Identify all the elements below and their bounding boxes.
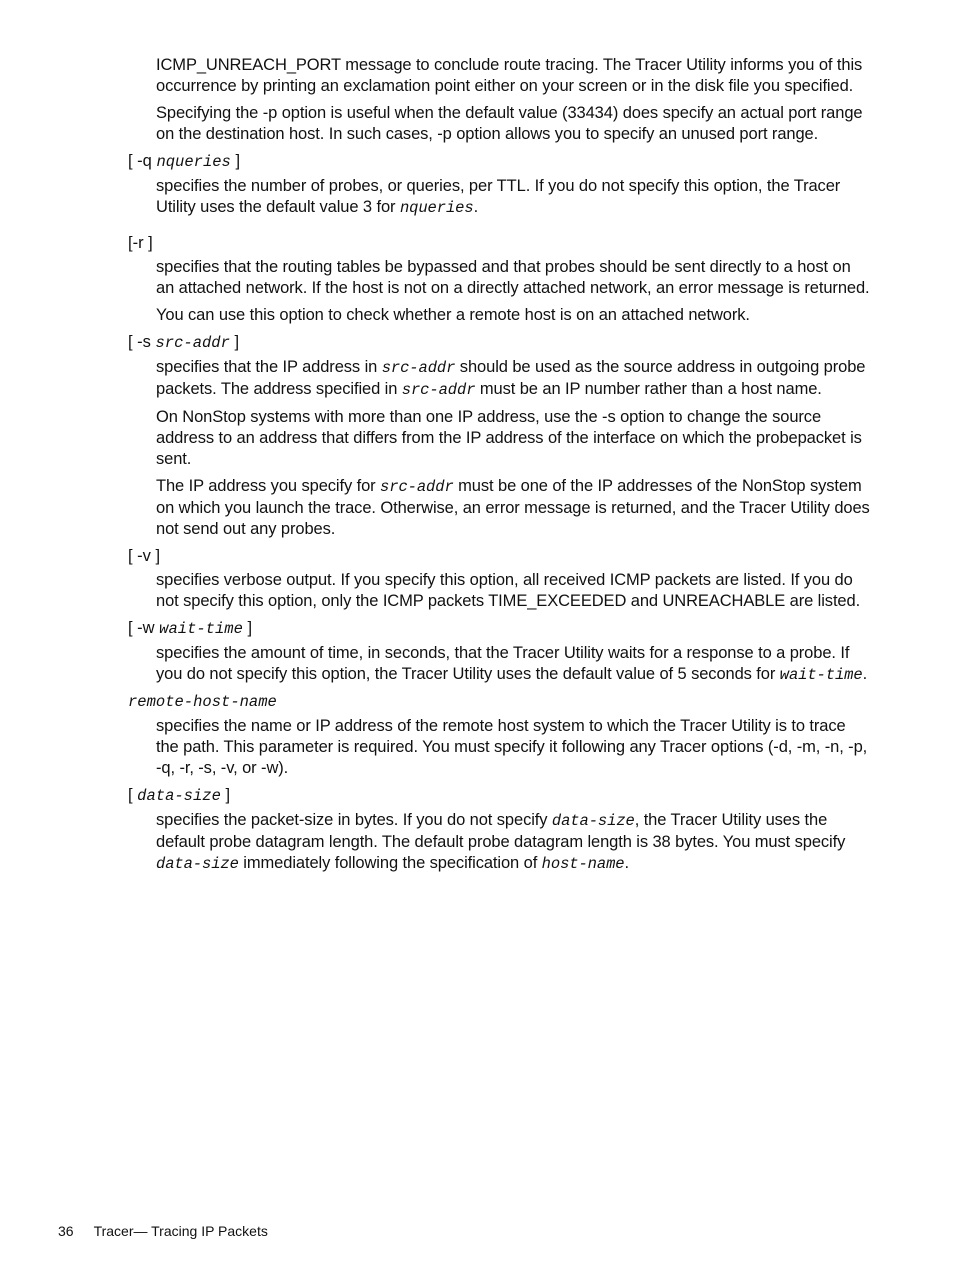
remote-host-description <box>156 716 870 779</box>
s-option-paragraph-2: On NonStop systems with more than one IP address, use the -s option to change the source address to an address that differs from the IP address of the interface on which the probepacket is sent. <box>156 408 862 468</box>
s-option-term <box>128 332 870 354</box>
q-option-arg: nqueries <box>156 153 231 171</box>
q-option-bracket: ] <box>230 152 241 170</box>
intro-description <box>156 55 870 145</box>
remote-host-paragraph: specifies the name or IP address of the remote host system to which the Tracer Utility is to trace the path. This parameter is required. You must specify it following any Tracer options (-d, -m, -n, -p, -q, -r, -s, -v, or -w). <box>156 717 868 777</box>
r-option-term: [-r ] <box>128 234 153 252</box>
page-footer <box>58 1222 268 1240</box>
w-option-bracket: ] <box>242 619 253 637</box>
w-option-term <box>128 618 870 640</box>
q-option-flag: [ -q <box>128 152 157 170</box>
s-option-flag: [ -s <box>128 333 156 351</box>
w-option-flag: [ -w <box>128 619 160 637</box>
q-option-paragraph: specifies the number of probes, or queries, per TTL. If you do not specify this option, the Tracer Utility uses the default value 3 for nqueries. <box>156 177 841 217</box>
page-content <box>128 55 870 881</box>
r-option-paragraph-1: specifies that the routing tables be bypassed and that probes should be sent directly to a host on an attached network. If the host is not on a directly attached network, an error message is returned. <box>156 258 870 297</box>
v-option-description <box>156 570 870 612</box>
v-option-term: [ -v ] <box>128 547 161 565</box>
s-option-arg: src-addr <box>155 334 230 352</box>
data-size-term <box>128 785 870 807</box>
r-option-description <box>156 257 870 326</box>
footer-title: Tracer— Tracing IP Packets <box>93 1223 268 1239</box>
page-number: 36 <box>58 1223 74 1239</box>
data-size-description <box>156 810 870 875</box>
r-option-paragraph-2: You can use this option to check whether a remote host is on an attached network. <box>156 306 750 324</box>
data-size-close-bracket: ] <box>220 786 231 804</box>
q-option-term <box>128 151 870 173</box>
w-option-arg: wait-time <box>159 620 243 638</box>
intro-paragraph-1: ICMP_UNREACH_PORT message to conclude route tracing. The Tracer Utility informs you of this occurrence by printing an exclamation point either on your screen or in the disk file you specified. <box>156 56 863 95</box>
intro-paragraph-2: Specifying the -p option is useful when the default value (33434) does specify an actual port range on the destination host. In such cases, -p option allows you to specify an unused port range. <box>156 104 863 143</box>
w-option-paragraph: specifies the amount of time, in seconds, that the Tracer Utility waits for a response to a probe. If you do not specify this option, the Tracer Utility uses the default value of 5 seconds for wait-time. <box>156 644 868 684</box>
remote-host-term: remote-host-name <box>128 693 277 711</box>
s-option-paragraph-3: The IP address you specify for src-addr must be one of the IP addresses of the NonStop system on which you launch the trace. Otherwise, an error message is returned, and the Tracer Utility does not send out any probes. <box>156 477 870 538</box>
v-option-paragraph: specifies verbose output. If you specify this option, all received ICMP packets are listed. If you do not specify this option, only the ICMP packets TIME_EXCEEDED and UNREACHABLE are listed. <box>156 571 861 610</box>
s-option-bracket: ] <box>229 333 240 351</box>
s-option-description <box>156 357 870 540</box>
q-option-description <box>156 176 870 219</box>
data-size-paragraph: specifies the packet-size in bytes. If you do not specify data-size, the Tracer Utility uses the default probe datagram length. The default probe datagram length is 38 bytes. You must specify data-size immediately following the specification of host-name. <box>156 811 846 873</box>
w-option-description <box>156 643 870 686</box>
data-size-arg: data-size <box>137 787 221 805</box>
data-size-open-bracket: [ <box>128 786 138 804</box>
s-option-paragraph-1: specifies that the IP address in src-addr should be used as the source address in outgoing probe packets. The address specified in src-addr must be an IP number rather than a host name. <box>156 358 866 399</box>
